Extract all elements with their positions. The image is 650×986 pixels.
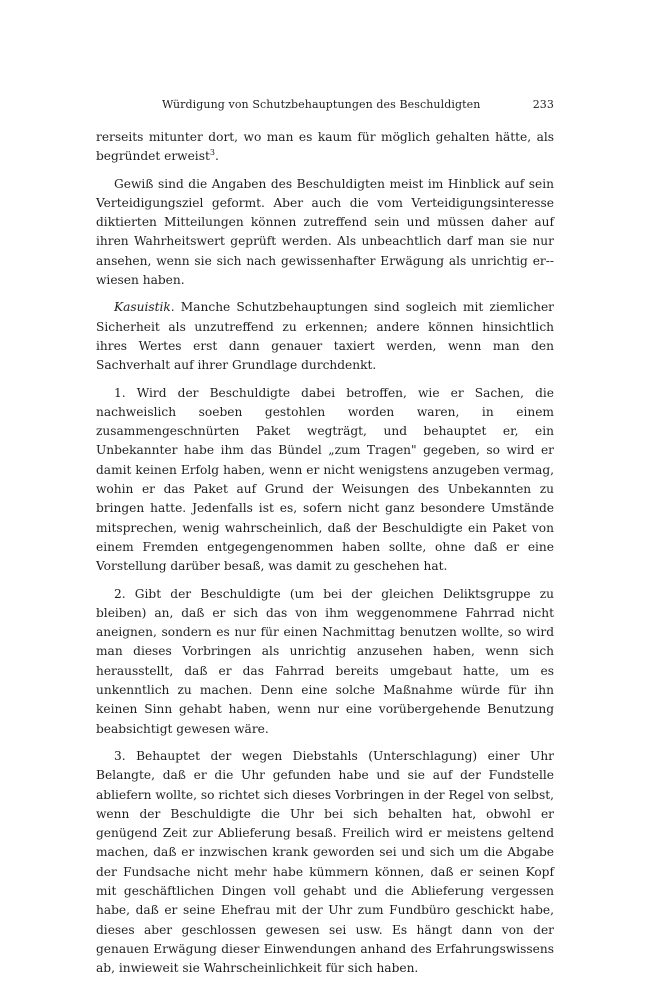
paragraph-kasuistik [96,298,554,375]
paragraph-case-3 [96,747,554,979]
paragraph-text: Gewiß sind die Angaben des Beschuldigten meist im Hinblick auf sein Verteidigungsziel geformt. Aber auch die vom Verteidigungsinteresse diktierten Mitteilungen können zutreffend sein und müssen daher auf ihren Wahrheitswert geprüft werden. Als unbeachtlich darf man sie nur ansehen, wenn sie sich nach gewissenhafter Erwägung als unrichtig er-wiesen haben. [96,176,554,288]
paragraph-case-2 [96,585,554,739]
paragraph-continued: rerseits mitunter dort, wo man es kaum für möglich gehalten hätte, als begründet erweist$^3$. [96,130,554,164]
paragraph-text: 2. Gibt der Beschuldigte (um bei der gleichen Deliktsgruppe zu bleiben) an, daß er sich das von ihm weggenommene Fahrrad nicht aneignen, sondern es nur für einen Nachmittag benutzen wollte, so wird man dieses Vorbringen als unrichtig anzusehen haben, wenn sich herausstellt, daß er das Fahrrad bereits umgebaut hatte, um es unkenntlich zu machen. Denn eine solche Maßnahme würde für ihn keinen Sinn gehabt haben, wenn nur eine vorübergehende Benutzung beabsichtigt gewesen wäre. [96,586,554,736]
paragraph-case-1 [96,384,554,577]
paragraph-text: 1. Wird der Beschuldigte dabei betroffen, wie er Sachen, die nachweislich soeben gestohlen worden waren, in einem zusammengeschnürten Paket wegträgt, und behauptet er, ein Unbekannter habe ihm das Bündel „zum Tragen" gegeben, so wird er damit keinen Erfolg haben, wenn er nicht wenigstens anzugeben vermag, wohin er das Paket auf Grund der Weisungen des Unbekannten zu bringen hatte. Jedenfalls ist es, sofern nicht ganz besondere Umstände mitsprechen, wenig wahrscheinlich, daß der Beschuldigte ein Paket von einem Fremden entgegengenommen haben sollte, ohne daß er eine Vorstellung darüber besaß, was damit zu geschehen hat. [96,385,554,574]
running-header-title: Würdigung von Schutzbehauptungen des Beschuldigten [162,98,481,111]
paragraph-lead: Kasuistik. [114,300,175,315]
footnote-marker: 3 [209,148,215,158]
body-text [96,128,554,978]
paragraph-text: 3. Behauptet der wegen Diebstahls (Unterschlagung) einer Uhr Belangte, daß er die Uhr gefunden habe und sie auf der Fundstelle abliefern wollte, so richtet sich dieses Vorbringen in der Regel von selbst, wenn der Beschuldigte die Uhr bei sich behalten hat, obwohl er genügend Zeit zur Ablieferung besaß. Freilich wird er meistens geltend machen, daß er inzwischen krank geworden sei und sich um die Abgabe der Fundsache nicht mehr habe kümmern können, daß er seinen Kopf mit geschäftlichen Dingen voll gehabt und die Ablieferung vergessen habe, daß er seine Ehefrau mit der Uhr zum Fundbüro geschickt habe, dieses aber geschlossen gewesen sei usw. Es hängt dann von der genauen Erwägung dieser Einwendungen anhand des Erfahrungswissens ab, inwieweit sie Wahrscheinlichkeit für sich haben. [96,748,554,976]
paragraph-text: rerseits mitunter dort, wo man es kaum für möglich gehalten hätte, als begründet erweist [96,130,554,164]
page-number: 233 [532,98,554,111]
paragraph [96,175,554,291]
paragraph-text: Manche Schutzbehauptungen sind sogleich mit ziemlicher Sicherheit als unzutreffend zu erkennen; andere können hinsichtlich ihres Wertes erst dann genauer taxiert werden, wenn man den Sachverhalt auf ihrer Grundlage durchdenkt. [96,300,554,373]
running-header [96,96,554,116]
book-page [96,96,554,986]
